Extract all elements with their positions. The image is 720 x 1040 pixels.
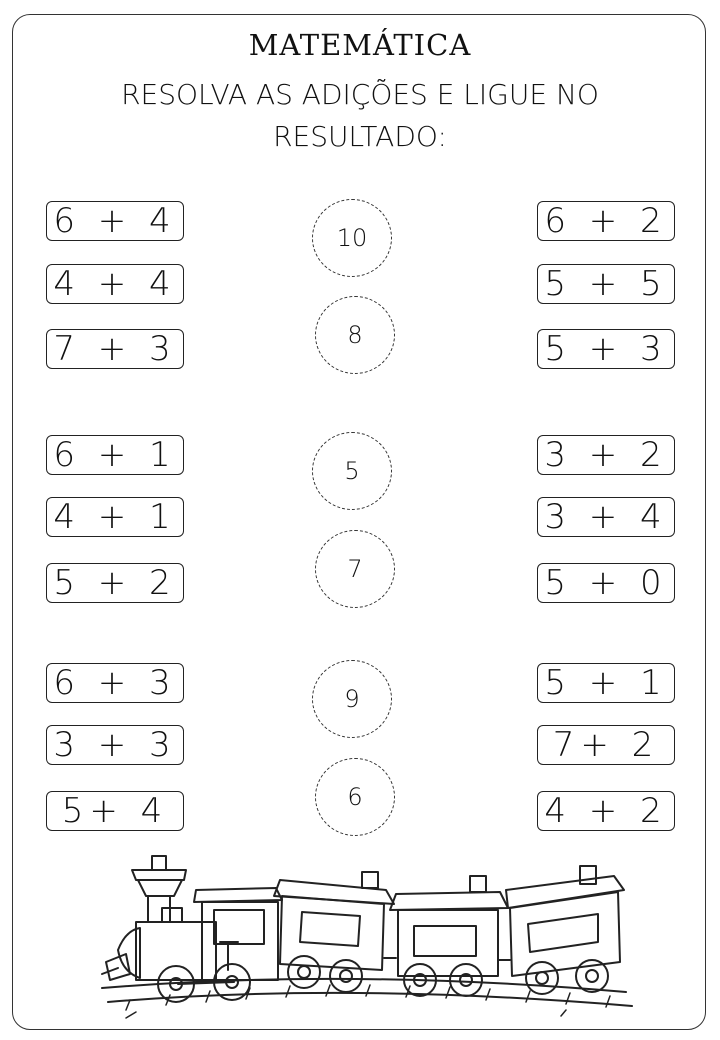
left-sum-label: 4 + 4	[53, 264, 177, 304]
right-sum-box[interactable]	[537, 791, 675, 831]
right-sum-label: 3 + 4	[544, 497, 668, 537]
result-circle[interactable]	[312, 199, 392, 277]
left-sum-label: 6 + 4	[53, 201, 177, 241]
left-sum-box[interactable]	[46, 725, 184, 765]
right-sum-box[interactable]	[537, 329, 675, 369]
right-sum-label: 5 + 5	[544, 264, 668, 304]
right-sum-label: 5 + 0	[544, 563, 668, 603]
right-sum-label: 5 + 3	[544, 329, 668, 369]
right-sum-label: 6 + 2	[544, 201, 668, 241]
result-value: 10	[336, 224, 368, 252]
left-sum-label: 4 + 1	[53, 497, 177, 537]
right-sum-box[interactable]	[537, 725, 675, 765]
result-value: 5	[344, 457, 360, 485]
right-sum-box[interactable]	[537, 663, 675, 703]
result-circle[interactable]	[315, 530, 395, 608]
left-sum-box[interactable]	[46, 329, 184, 369]
left-sum-label: 7 + 3	[53, 329, 177, 369]
left-sum-box[interactable]	[46, 435, 184, 475]
left-sum-box[interactable]	[46, 201, 184, 241]
left-sum-box[interactable]	[46, 497, 184, 537]
right-sum-label: 5 + 1	[544, 663, 668, 703]
left-sum-label: 6 + 3	[53, 663, 177, 703]
left-sum-label: 5+ 4	[61, 791, 169, 831]
right-sum-box[interactable]	[537, 201, 675, 241]
result-circle[interactable]	[315, 296, 395, 374]
right-sum-label: 7+ 2	[552, 725, 660, 765]
left-sum-box[interactable]	[46, 791, 184, 831]
instruction-text: RESOLVA AS ADIÇÕES E LIGUE NO RESULTADO:	[121, 78, 599, 153]
right-sum-box[interactable]	[537, 497, 675, 537]
right-sum-box[interactable]	[537, 435, 675, 475]
result-value: 6	[347, 783, 363, 811]
right-sum-label: 4 + 2	[544, 791, 668, 831]
result-value: 7	[347, 555, 363, 583]
left-sum-box[interactable]	[46, 563, 184, 603]
result-value: 9	[344, 685, 360, 713]
left-sum-box[interactable]	[46, 264, 184, 304]
result-value: 8	[347, 321, 363, 349]
result-circle[interactable]	[312, 432, 392, 510]
left-sum-label: 6 + 1	[53, 435, 177, 475]
right-sum-box[interactable]	[537, 563, 675, 603]
result-circle[interactable]	[312, 660, 392, 738]
train-illustration	[96, 850, 636, 1020]
right-sum-label: 3 + 2	[544, 435, 668, 475]
left-sum-box[interactable]	[46, 663, 184, 703]
right-sum-box[interactable]	[537, 264, 675, 304]
left-sum-label: 3 + 3	[53, 725, 177, 765]
left-sum-label: 5 + 2	[53, 563, 177, 603]
result-circle[interactable]	[315, 758, 395, 836]
worksheet-title: MATEMÁTICA	[248, 28, 472, 62]
